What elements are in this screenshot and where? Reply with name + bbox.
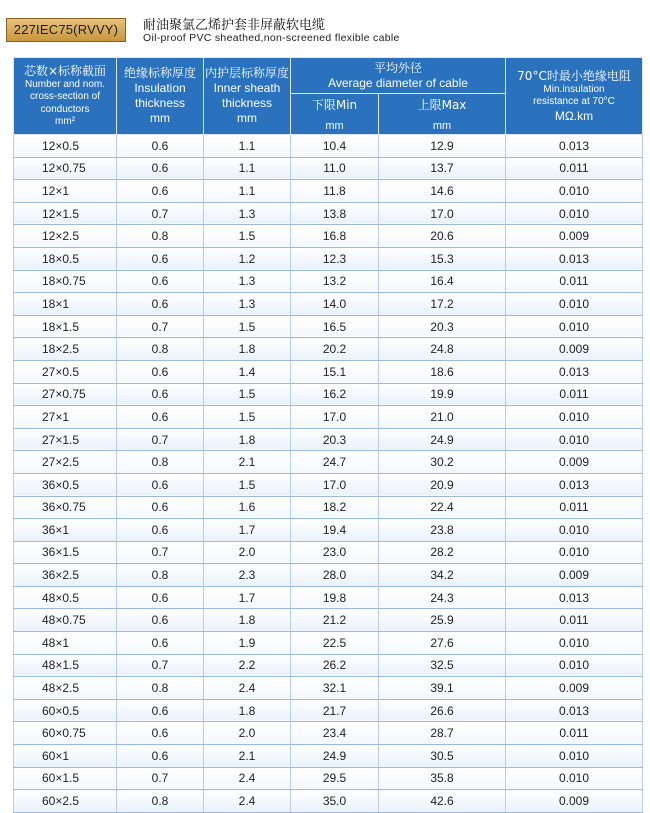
cell-diameter-max: 28.7 [379, 722, 506, 745]
cell-resistance: 0.010 [506, 406, 643, 429]
cell-diameter-min: 13.8 [291, 202, 379, 225]
cell-sheath: 1.9 [204, 632, 291, 655]
table-row [14, 247, 643, 270]
cell-diameter-max: 24.9 [379, 428, 506, 451]
cell-sheath: 2.4 [204, 767, 291, 790]
cell-insulation: 0.8 [117, 225, 204, 248]
table-row [14, 473, 643, 496]
cell-resistance: 0.010 [506, 180, 643, 203]
cell-insulation: 0.8 [117, 451, 204, 474]
cell-diameter-min: 19.8 [291, 586, 379, 609]
header-resistance-unit: MΩ.km [554, 108, 594, 123]
cell-diameter-min: 11.8 [291, 180, 379, 203]
cell-diameter-max: 14.6 [379, 180, 506, 203]
cell-diameter-max: 32.5 [379, 654, 506, 677]
cell-resistance: 0.010 [506, 745, 643, 768]
cell-diameter-min: 20.2 [291, 338, 379, 361]
header-diameter-cn: 平均外径 [373, 60, 422, 75]
cell-sheath: 1.7 [204, 586, 291, 609]
cell-diameter-max: 22.4 [379, 496, 506, 519]
header-sheath [204, 58, 291, 135]
cell-diameter-max: 30.5 [379, 745, 506, 768]
cell-resistance: 0.009 [506, 564, 643, 587]
cell-cores: 12×1 [14, 180, 117, 203]
table-row [14, 225, 643, 248]
table-row [14, 315, 643, 338]
cell-insulation: 0.6 [117, 157, 204, 180]
table-row [14, 451, 643, 474]
cell-resistance: 0.011 [506, 383, 643, 406]
cell-cores: 18×1 [14, 293, 117, 316]
cell-diameter-min: 12.3 [291, 247, 379, 270]
cell-resistance: 0.010 [506, 767, 643, 790]
cell-resistance: 0.013 [506, 473, 643, 496]
cell-insulation: 0.6 [117, 473, 204, 496]
cell-insulation: 0.6 [117, 406, 204, 429]
cell-diameter-min: 16.5 [291, 315, 379, 338]
cell-insulation: 0.6 [117, 519, 204, 542]
table-row [14, 632, 643, 655]
cell-sheath: 1.5 [204, 383, 291, 406]
cell-sheath: 1.3 [204, 202, 291, 225]
header-cores [14, 58, 117, 135]
header-resistance-cn: 70°C时最小绝缘电阻 [517, 68, 631, 83]
table-row [14, 270, 643, 293]
cell-sheath: 1.2 [204, 247, 291, 270]
cell-insulation: 0.6 [117, 180, 204, 203]
header-insulation-en-2: thickness [134, 96, 186, 110]
cell-diameter-max: 12.9 [379, 135, 506, 158]
cell-sheath: 1.3 [204, 270, 291, 293]
cell-cores: 60×1.5 [14, 767, 117, 790]
header-min-label: 下限Min [311, 98, 358, 112]
header-sheath-en-1: Inner sheath [213, 81, 281, 95]
cell-sheath: 1.1 [204, 135, 291, 158]
cell-insulation: 0.8 [117, 338, 204, 361]
cell-sheath: 1.1 [204, 180, 291, 203]
cell-diameter-min: 11.0 [291, 157, 379, 180]
cell-insulation: 0.6 [117, 722, 204, 745]
cell-diameter-max: 26.6 [379, 699, 506, 722]
cell-sheath: 1.5 [204, 225, 291, 248]
cell-sheath: 1.3 [204, 293, 291, 316]
cell-cores: 18×2.5 [14, 338, 117, 361]
cell-resistance: 0.010 [506, 315, 643, 338]
cell-diameter-min: 32.1 [291, 677, 379, 700]
cell-resistance: 0.013 [506, 360, 643, 383]
cell-cores: 36×1 [14, 519, 117, 542]
header-cores-en-2: cross-section of [29, 91, 101, 102]
cell-diameter-min: 29.5 [291, 767, 379, 790]
cell-diameter-max: 20.3 [379, 315, 506, 338]
cell-resistance: 0.011 [506, 722, 643, 745]
cell-resistance: 0.010 [506, 293, 643, 316]
table-row [14, 406, 643, 429]
header-sheath-en-2: thickness [221, 96, 273, 110]
cell-cores: 18×1.5 [14, 315, 117, 338]
cell-diameter-min: 18.2 [291, 496, 379, 519]
cell-cores: 60×0.5 [14, 699, 117, 722]
cell-resistance: 0.011 [506, 609, 643, 632]
cell-resistance: 0.011 [506, 270, 643, 293]
cell-cores: 48×0.5 [14, 586, 117, 609]
cell-resistance: 0.011 [506, 496, 643, 519]
cell-diameter-max: 16.4 [379, 270, 506, 293]
cell-diameter-max: 34.2 [379, 564, 506, 587]
cell-cores: 27×0.5 [14, 360, 117, 383]
cell-diameter-min: 26.2 [291, 654, 379, 677]
cell-diameter-max: 25.9 [379, 609, 506, 632]
cell-diameter-max: 13.7 [379, 157, 506, 180]
cell-sheath: 2.2 [204, 654, 291, 677]
cell-sheath: 2.1 [204, 451, 291, 474]
table-row [14, 383, 643, 406]
table-row [14, 338, 643, 361]
cell-insulation: 0.6 [117, 632, 204, 655]
cell-sheath: 1.8 [204, 428, 291, 451]
cell-diameter-min: 24.9 [291, 745, 379, 768]
table-row [14, 180, 643, 203]
cell-cores: 27×1 [14, 406, 117, 429]
table-row [14, 586, 643, 609]
cell-insulation: 0.6 [117, 383, 204, 406]
cell-cores: 48×1 [14, 632, 117, 655]
cell-diameter-min: 23.4 [291, 722, 379, 745]
table-row [14, 202, 643, 225]
cell-diameter-max: 24.3 [379, 586, 506, 609]
header-cores-en-3: conductors [40, 103, 90, 115]
cell-diameter-min: 21.2 [291, 609, 379, 632]
cell-cores: 48×1.5 [14, 654, 117, 677]
cell-insulation: 0.6 [117, 360, 204, 383]
cell-diameter-max: 39.1 [379, 677, 506, 700]
cell-resistance: 0.009 [506, 225, 643, 248]
cell-insulation: 0.6 [117, 270, 204, 293]
cell-resistance: 0.010 [506, 541, 643, 564]
cell-cores: 12×0.75 [14, 157, 117, 180]
cell-sheath: 1.5 [204, 315, 291, 338]
header-diameter-max [379, 94, 506, 135]
table-row [14, 541, 643, 564]
table-row [14, 745, 643, 768]
table-row [14, 135, 643, 158]
cell-insulation: 0.8 [117, 790, 204, 813]
table-row [14, 564, 643, 587]
cell-cores: 48×0.75 [14, 609, 117, 632]
cell-insulation: 0.6 [117, 745, 204, 768]
title-chinese: 耐油聚氯乙烯护套非屏蔽软电缆 [143, 18, 326, 33]
header-diameter-en: Average diameter of cable [328, 75, 468, 90]
cell-cores: 18×0.75 [14, 270, 117, 293]
cell-sheath: 2.0 [204, 722, 291, 745]
table-row [14, 790, 643, 813]
cell-cores: 27×1.5 [14, 428, 117, 451]
cell-cores: 36×1.5 [14, 541, 117, 564]
table-row [14, 157, 643, 180]
cell-diameter-min: 13.2 [291, 270, 379, 293]
cell-resistance: 0.013 [506, 586, 643, 609]
table-row [14, 519, 643, 542]
table-row [14, 767, 643, 790]
cell-insulation: 0.6 [117, 699, 204, 722]
cell-insulation: 0.7 [117, 315, 204, 338]
cell-sheath: 1.5 [204, 406, 291, 429]
cell-sheath: 2.4 [204, 677, 291, 700]
cell-diameter-max: 21.0 [379, 406, 506, 429]
cell-cores: 12×2.5 [14, 225, 117, 248]
header-cores-en-1: Number and nom. [24, 78, 106, 90]
page-header [0, 0, 650, 52]
cell-resistance: 0.009 [506, 451, 643, 474]
table-row [14, 677, 643, 700]
table-row [14, 293, 643, 316]
cell-insulation: 0.8 [117, 677, 204, 700]
cell-cores: 48×2.5 [14, 677, 117, 700]
cell-sheath: 1.4 [204, 360, 291, 383]
table-body [14, 135, 643, 813]
cell-diameter-min: 15.1 [291, 360, 379, 383]
cell-insulation: 0.7 [117, 767, 204, 790]
cell-insulation: 0.6 [117, 496, 204, 519]
cell-insulation: 0.7 [117, 654, 204, 677]
title-english: Oil-proof PVC sheathed,non-screened flexible cable [143, 32, 400, 44]
cell-sheath: 2.0 [204, 541, 291, 564]
header-sheath-unit: mm [237, 111, 257, 125]
cell-diameter-max: 15.3 [379, 247, 506, 270]
cell-resistance: 0.011 [506, 157, 643, 180]
cell-sheath: 1.8 [204, 338, 291, 361]
table-row [14, 428, 643, 451]
cell-cores: 27×0.75 [14, 383, 117, 406]
cell-insulation: 0.7 [117, 428, 204, 451]
cell-resistance: 0.010 [506, 202, 643, 225]
cell-diameter-max: 20.9 [379, 473, 506, 496]
table-header [14, 58, 643, 135]
model-code-badge: 227IEC75(RVVY) [6, 18, 126, 42]
header-max-unit: mm [432, 120, 452, 132]
cell-insulation: 0.6 [117, 135, 204, 158]
cell-diameter-min: 20.3 [291, 428, 379, 451]
header-cores-unit: mm² [55, 116, 75, 127]
cell-sheath: 2.1 [204, 745, 291, 768]
cell-cores: 36×0.5 [14, 473, 117, 496]
header-cores-cn: 芯数×标称截面 [23, 63, 107, 78]
cell-diameter-max: 17.0 [379, 202, 506, 225]
cell-diameter-max: 19.9 [379, 383, 506, 406]
cell-sheath: 1.1 [204, 157, 291, 180]
cell-resistance: 0.013 [506, 247, 643, 270]
cell-insulation: 0.8 [117, 564, 204, 587]
cell-resistance: 0.013 [506, 135, 643, 158]
table-row [14, 699, 643, 722]
cell-sheath: 1.6 [204, 496, 291, 519]
header-insulation-unit: mm [150, 111, 170, 125]
cell-cores: 27×2.5 [14, 451, 117, 474]
cell-diameter-max: 24.8 [379, 338, 506, 361]
cell-sheath: 1.8 [204, 699, 291, 722]
cell-diameter-min: 28.0 [291, 564, 379, 587]
cell-diameter-min: 17.0 [291, 406, 379, 429]
cell-cores: 12×1.5 [14, 202, 117, 225]
header-insulation [117, 58, 204, 135]
cell-cores: 12×0.5 [14, 135, 117, 158]
table-row [14, 496, 643, 519]
table-row [14, 654, 643, 677]
header-resistance [506, 58, 643, 135]
header-sheath-cn: 内护层标称厚度 [204, 66, 289, 80]
cell-diameter-max: 20.6 [379, 225, 506, 248]
cell-diameter-min: 17.0 [291, 473, 379, 496]
cell-diameter-min: 14.0 [291, 293, 379, 316]
cell-cores: 36×0.75 [14, 496, 117, 519]
header-resistance-en-1: Min.insulation [543, 83, 605, 95]
cell-sheath: 1.7 [204, 519, 291, 542]
header-min-unit: mm [325, 120, 344, 132]
header-max-label: 上限Max [417, 98, 467, 112]
specification-table [13, 57, 643, 813]
cell-cores: 60×0.75 [14, 722, 117, 745]
cell-sheath: 2.4 [204, 790, 291, 813]
cell-cores: 60×2.5 [14, 790, 117, 813]
cell-diameter-min: 21.7 [291, 699, 379, 722]
table-row [14, 360, 643, 383]
table-row [14, 722, 643, 745]
cell-insulation: 0.6 [117, 586, 204, 609]
cell-sheath: 1.8 [204, 609, 291, 632]
cell-resistance: 0.010 [506, 654, 643, 677]
cell-sheath: 1.5 [204, 473, 291, 496]
cell-diameter-max: 42.6 [379, 790, 506, 813]
header-diameter-min [291, 94, 379, 135]
cell-insulation: 0.6 [117, 247, 204, 270]
header-diameter [291, 58, 506, 94]
cell-insulation: 0.6 [117, 293, 204, 316]
cell-insulation: 0.6 [117, 609, 204, 632]
cell-diameter-min: 35.0 [291, 790, 379, 813]
cell-insulation: 0.7 [117, 541, 204, 564]
cell-diameter-max: 28.2 [379, 541, 506, 564]
header-insulation-cn: 绝缘标称厚度 [123, 66, 196, 80]
cell-resistance: 0.009 [506, 338, 643, 361]
cell-resistance: 0.009 [506, 790, 643, 813]
cell-resistance: 0.010 [506, 632, 643, 655]
cell-sheath: 2.3 [204, 564, 291, 587]
cell-diameter-max: 30.2 [379, 451, 506, 474]
cell-diameter-min: 16.2 [291, 383, 379, 406]
cell-cores: 60×1 [14, 745, 117, 768]
cell-diameter-max: 18.6 [379, 360, 506, 383]
cell-resistance: 0.010 [506, 519, 643, 542]
cell-diameter-min: 24.7 [291, 451, 379, 474]
cell-diameter-min: 23.0 [291, 541, 379, 564]
cell-resistance: 0.013 [506, 699, 643, 722]
cell-cores: 36×2.5 [14, 564, 117, 587]
cell-diameter-min: 10.4 [291, 135, 379, 158]
cell-diameter-min: 19.4 [291, 519, 379, 542]
cell-resistance: 0.009 [506, 677, 643, 700]
cell-diameter-max: 23.8 [379, 519, 506, 542]
cell-cores: 18×0.5 [14, 247, 117, 270]
cell-resistance: 0.010 [506, 428, 643, 451]
header-insulation-en-1: Insulation [134, 81, 186, 95]
cell-diameter-max: 17.2 [379, 293, 506, 316]
cell-diameter-max: 35.8 [379, 767, 506, 790]
cell-diameter-min: 22.5 [291, 632, 379, 655]
cell-diameter-min: 16.8 [291, 225, 379, 248]
table-row [14, 609, 643, 632]
cell-diameter-max: 27.6 [379, 632, 506, 655]
cell-insulation: 0.7 [117, 202, 204, 225]
header-resistance-en-2: resistance at 70°C [533, 96, 615, 107]
